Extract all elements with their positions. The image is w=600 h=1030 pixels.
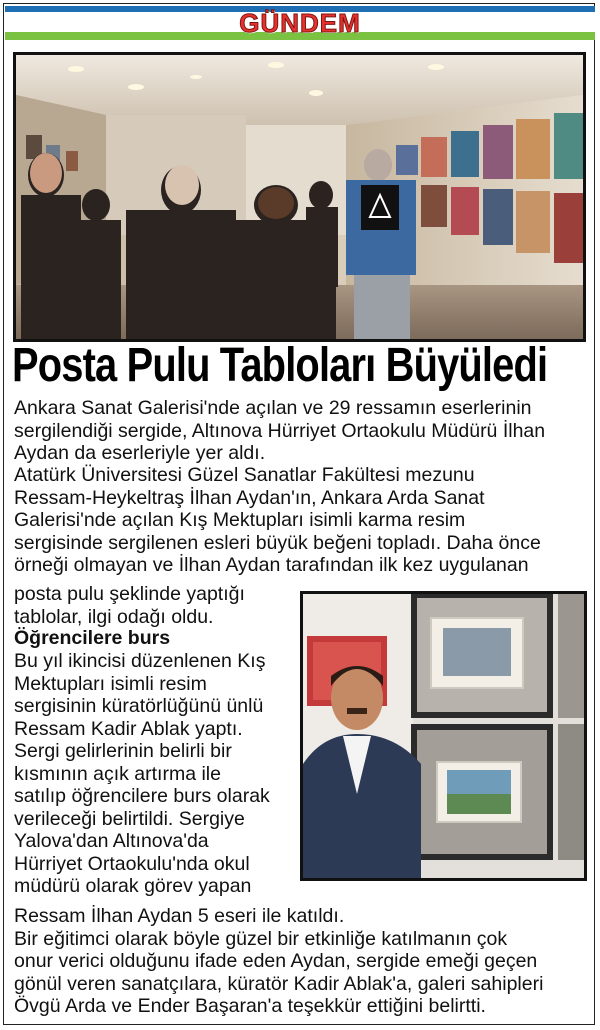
text-line: sergisinin küratörlüğünü ünlü bbox=[14, 695, 264, 717]
text-line: gönül veren sanatçılara, küratör Kadir Ablak'a, galeri sahipleri bbox=[14, 972, 544, 995]
text-line: Bu yıl ikincisi düzenlenen Kış bbox=[14, 650, 266, 672]
text-line: Atatürk Üniversitesi Güzel Sanatlar Fakültesi mezunu bbox=[14, 464, 475, 486]
artist-portrait-photo bbox=[300, 591, 587, 881]
text-line: Ressam İlhan Aydan 5 eseri ile katıldı. bbox=[14, 905, 345, 927]
article-paragraph-2 bbox=[14, 464, 590, 577]
text-line: Yalova'dan Altınova'da bbox=[14, 830, 209, 852]
text-line: Aydan da eserleriyle yer aldı. bbox=[14, 442, 266, 464]
section-title: GÜNDEM bbox=[239, 8, 361, 38]
text-line: Mektupları isimli resim bbox=[14, 672, 207, 695]
text-line: kısmının açık artırma ile bbox=[14, 762, 221, 785]
text-line: verileceği belirtildi. Sergiye bbox=[14, 807, 245, 830]
gallery-crowd-photo bbox=[13, 52, 586, 342]
text-line: Ressam Kadir Ablak yaptı. bbox=[14, 717, 243, 740]
text-line: müdürü olarak görev yapan bbox=[14, 875, 252, 897]
text-line: onur verici olduğunu ifade eden Aydan, sergide emeği geçen bbox=[14, 950, 538, 972]
article-subheading: Öğrencilere burs bbox=[14, 627, 171, 649]
text-line: tablolar, ilgi odağı oldu. bbox=[14, 605, 214, 628]
text-line: Ressam-Heykeltraş İlhan Aydan'ın, Ankara Arda Sanat bbox=[14, 486, 485, 509]
article-headline: Posta Pulu Tabloları Büyüledi bbox=[12, 339, 548, 392]
text-line: Galerisi'nde açılan Kış Mektupları isimli karma resim bbox=[14, 509, 466, 531]
article-paragraph-2-continued bbox=[14, 583, 299, 628]
text-line: posta pulu şeklinde yaptığı bbox=[14, 583, 245, 605]
section-header bbox=[5, 6, 595, 38]
text-line: Hürriyet Ortaokulu'nda okul bbox=[14, 852, 250, 875]
text-line: örneği olmayan ve İlhan Aydan tarafından ilk kez uygulanan bbox=[14, 554, 529, 576]
text-line: Övgü Arda ve Ender Başaran'a teşekkür ettiğini belirtti. bbox=[14, 995, 486, 1017]
text-line: sergisinde sergilenen esleri büyük beğeni topladı. Daha önce bbox=[14, 531, 541, 554]
text-line: Ankara Sanat Galerisi'nde açılan ve 29 ressamın eserlerinin bbox=[14, 397, 532, 419]
article-intro bbox=[14, 397, 590, 465]
text-line: Bir eğitimci olarak böyle güzel bir etkinliğe katılmanın çok bbox=[14, 927, 508, 950]
text-line: sergilendiği sergide, Altınova Hürriyet Ortaokulu Müdürü İlhan bbox=[14, 419, 546, 442]
article-closing bbox=[14, 905, 590, 1018]
article-paragraph-3 bbox=[14, 650, 299, 898]
text-line: satılıp öğrencilere burs olarak bbox=[14, 785, 270, 807]
text-line: Sergi gelirlerinin belirli bir bbox=[14, 740, 232, 762]
